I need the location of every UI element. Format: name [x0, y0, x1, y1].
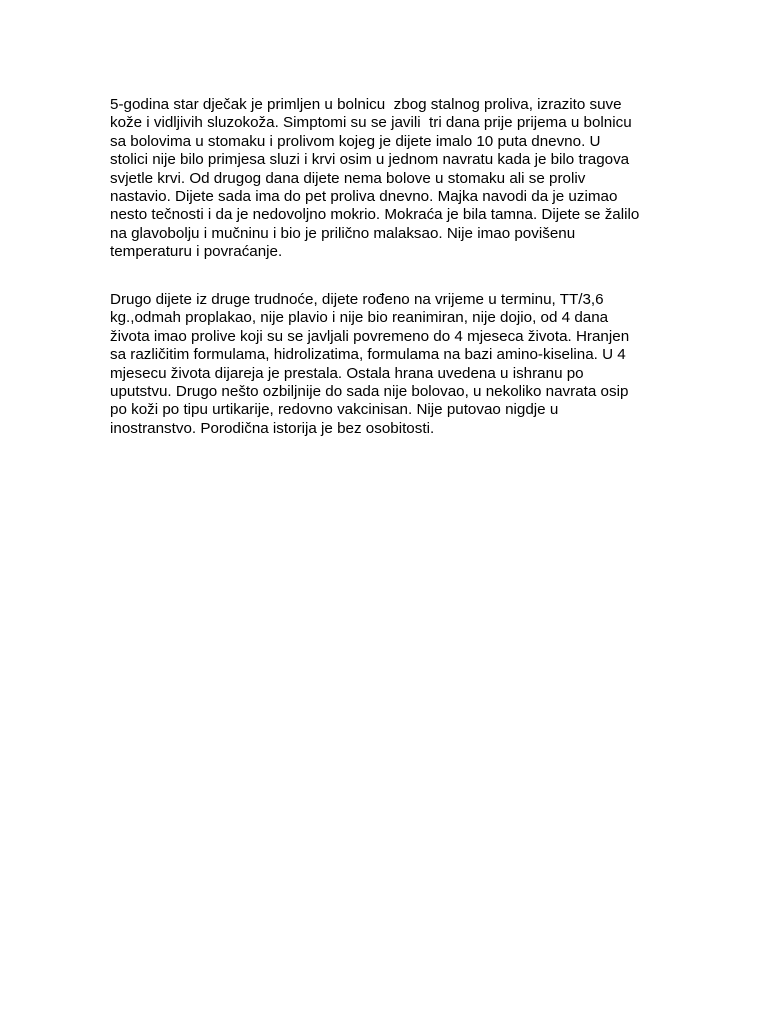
case-paragraph-1: 5-godina star dječak je primljen u bolnicu zbog stalnog proliva, izrazito suve kože i vidljivih sluzokoža. Simptomi su se javili tri dana prije prijema u bolnicu sa bolovima u stomaku i prolivom kojeg je dijete imalo 10 puta dnevno. U stolici nije bilo primjesa sluzi i krvi osim u jednom navratu kada je bilo tragova svjetle krvi. Od drugog dana dijete nema bolove u stomaku ali se proliv nastavio. Dijete sada ima do pet proliva dnevno. Majka navodi da je uzimao nesto tečnosti i da je nedovoljno mokrio. Mokraća je bila tamna. Dijete se žalilo na glavobolju i mučninu i bio je prilično malaksao. Nije imao povišenu temperaturu i povraćanje. — [110, 96, 640, 261]
case-paragraph-2: Drugo dijete iz druge trudnoće, dijete rođeno na vrijeme u terminu, TT/3,6 kg.,odmah proplakao, nije plavio i nije bio reanimiran, nije dojio, od 4 dana života imao prolive koji su se javljali povremeno do 4 mjeseca života. Hranjen sa različitim formulama, hidrolizatima, formulama na bazi amino-kiselina. U 4 mjesecu života dijareja je prestala. Ostala hrana uvedena u ishranu po uputstvu. Drugo nešto ozbiljnije do sada nije bolovao, u nekoliko navrata osip po koži po tipu urtikarije, redovno vakcinisan. Nije putovao nigdje u inostranstvo. Porodična istorija je bez osobitosti. — [110, 291, 630, 437]
